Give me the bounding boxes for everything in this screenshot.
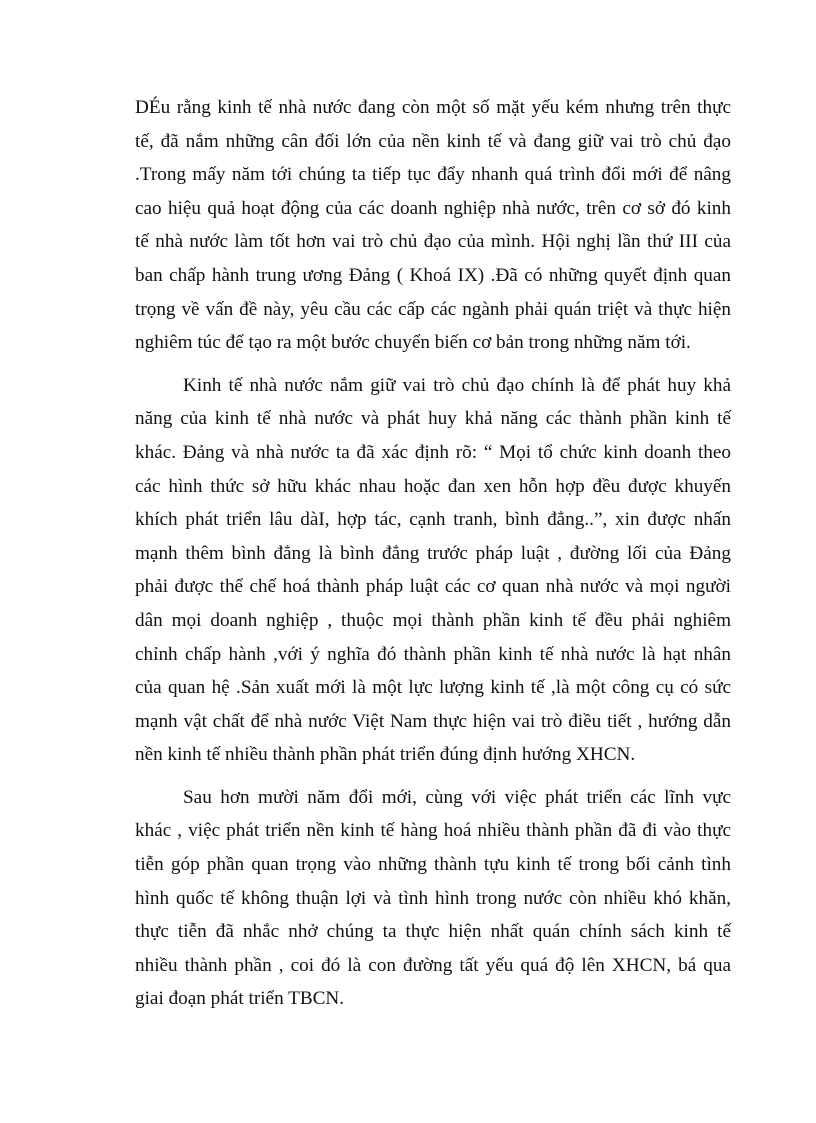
text-line: chỉnh chấp hành ,với ý nghĩa đó thành phần kinh tế nhà nước là hạt nhân — [135, 643, 731, 665]
text-line: .Trong mấy năm tới chúng ta tiếp tục đẩy nhanh quá trình đổi mới để nâng — [135, 164, 731, 186]
text-line: khác. Đảng và nhà nước ta đã xác định rõ: “ Mọi tổ chức kinh doanh theo — [135, 441, 731, 463]
paragraph-3 — [135, 781, 731, 1016]
text-line: nhiều thành phần , coi đó là con đường tất yếu quá độ lên XHCN, bá qua — [135, 954, 731, 976]
text-line: năng của kinh tế nhà nước và phát huy khả năng các thành phần kinh tế — [135, 408, 731, 430]
text-line: khác , việc phát triển nền kinh tế hàng hoá nhiều thành phần đã đi vào thực — [135, 820, 731, 842]
text-line: DÉu rằng kinh tế nhà nước đang còn một số mặt yếu kém nhưng trên thực — [135, 97, 731, 118]
text-line: tế nhà nước làm tốt hơn vai trò chủ đạo của mình. Hội nghị lần thứ III của — [135, 231, 731, 253]
text-line: Sau hơn mười năm đổi mới, cùng với việc phát triển các lĩnh vực — [183, 786, 731, 808]
paragraph-2 — [135, 369, 731, 772]
text-line: mạnh thêm bình đẳng là bình đẳng trước pháp luật , đường lối của Đảng — [135, 542, 731, 564]
text-line: trọng về vấn đề này, yêu cầu các cấp các ngành phải quán triệt và thực hiện — [135, 298, 731, 320]
paragraph-spacer — [135, 772, 731, 781]
text-line: phải được thể chế hoá thành pháp luật các cơ quan nhà nước và mọi người — [135, 576, 731, 598]
text-line: nghiêm túc để tạo ra một bước chuyển biến cơ bản trong những năm tới. — [135, 332, 691, 354]
text-line: cao hiệu quả hoạt động của các doanh nghiệp nhà nước, trên cơ sở đó kinh — [135, 197, 731, 219]
text-line: tiễn góp phần quan trọng vào những thành tựu kinh tế trong bối cảnh tình — [135, 854, 731, 876]
text-line: tế, đã nắm những cân đối lớn của nền kinh tế và đang giữ vai trò chủ đạo — [135, 130, 731, 152]
text-line: thực tiễn đã nhắc nhở chúng ta thực hiện nhất quán chính sách kinh tế — [135, 921, 731, 943]
text-line: nền kinh tế nhiều thành phần phát triển đúng định hướng XHCN. — [135, 744, 636, 766]
text-line: giai đoạn phát triển TBCN. — [135, 988, 345, 1010]
text-line: mạnh vật chất để nhà nước Việt Nam thực hiện vai trò điều tiết , hướng dẫn — [135, 710, 731, 732]
text-line: Kinh tế nhà nước nắm giữ vai trò chủ đạo chính là để phát huy khả — [183, 374, 731, 396]
body-text — [135, 91, 731, 1016]
paragraph-1 — [135, 91, 731, 360]
text-line: hình quốc tế không thuận lợi và tình hình trong nước còn nhiều khó khăn, — [135, 887, 731, 909]
text-line: khích phát triển lâu dàI, hợp tác, cạnh tranh, bình đẳng..”, xin được nhấn — [135, 509, 731, 531]
text-line: ban chấp hành trung ương Đảng ( Khoá IX) .Đã có những quyết định quan — [135, 264, 731, 286]
paragraph-spacer — [135, 360, 731, 369]
text-line: dân mọi doanh nghiệp , thuộc mọi thành phần kinh tế đều phải nghiêm — [135, 609, 731, 631]
text-line: của quan hệ .Sản xuất mới là một lực lượng kinh tế ,là một công cụ có sức — [135, 677, 731, 699]
text-line: các hình thức sở hữu khác nhau hoặc đan xen hỗn hợp đều được khuyến — [135, 475, 731, 497]
